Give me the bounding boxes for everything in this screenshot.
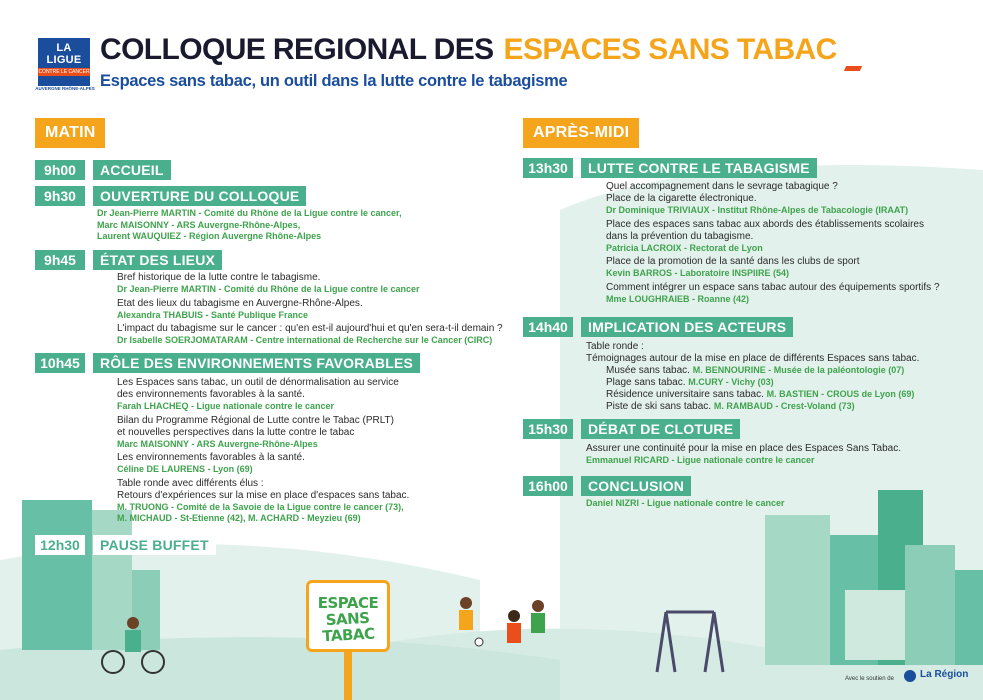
- talk: [117, 452, 409, 476]
- witness: [586, 401, 919, 413]
- witness-speaker: M. BASTIEN - CROUS de Lyon (69): [766, 389, 915, 399]
- time: 9h00: [35, 160, 85, 180]
- label: DÉBAT DE CLOTURE: [581, 419, 740, 439]
- row-lutte: [523, 158, 817, 178]
- region-logo-icon: [904, 670, 916, 682]
- witness-text: Résidence universitaire sans tabac.: [606, 389, 764, 400]
- witness-speaker: M. BENNOURINE - Musée de la paléontologie (07): [692, 365, 905, 375]
- talk-text: Place de la cigarette électronique.: [606, 193, 757, 204]
- talk: [117, 272, 503, 296]
- talk-text: des environnements favorables à la santé.: [117, 389, 305, 400]
- role-block: [117, 377, 409, 525]
- page-title: [100, 33, 837, 67]
- witness: [586, 377, 919, 389]
- debat-block: [586, 443, 901, 467]
- row-implication: [523, 317, 793, 337]
- talk: [606, 256, 940, 280]
- time: 15h30: [523, 419, 573, 439]
- witness: [586, 389, 919, 401]
- speaker: Marc MAISONNY - ARS Auvergne-Rhône-Alpes,: [97, 219, 301, 230]
- intro: Témoignages autour de la mise en place de différents Espaces sans tabac.: [586, 353, 920, 364]
- talk-speaker: Dr Isabelle SOERJOMATARAM - Centre international de Recherche sur le Cancer (CIRC): [117, 335, 493, 345]
- time: 9h30: [35, 186, 85, 206]
- talk-text: Comment intégrer un espace sans tabac autour des équipements sportifs ?: [606, 281, 940, 293]
- talk-text: Table ronde avec différents élus :: [117, 477, 264, 489]
- talk: [117, 377, 409, 413]
- conclusion-speaker: Daniel NIZRI - Ligue nationale contre le cancer: [586, 498, 785, 508]
- section-apres-midi: APRÈS-MIDI: [523, 118, 639, 148]
- row-accueil: [35, 160, 171, 180]
- talk: [117, 323, 503, 347]
- talk-speaker: Marc MAISONNY - ARS Auvergne-Rhône-Alpes: [117, 438, 318, 449]
- talk-text: et nouvelles perspectives dans la lutte contre le tabac: [117, 426, 355, 438]
- ouverture-block: [97, 208, 402, 243]
- label: CONCLUSION: [581, 476, 691, 496]
- witness-text: Musée sans tabac.: [606, 365, 690, 376]
- talk: [117, 415, 409, 451]
- time: 13h30: [523, 158, 573, 178]
- witness: [586, 365, 919, 377]
- ligue-logo: [38, 38, 90, 86]
- time: 12h30: [35, 535, 85, 555]
- time: 10h45: [35, 353, 85, 373]
- row-ouverture: [35, 186, 306, 206]
- debat-speaker: Emmanuel RICARD - Ligue nationale contre le cancer: [586, 455, 815, 465]
- talk-speaker: M. TRUONG - Comité de la Savoie de la Ligue contre le cancer (73),: [117, 501, 404, 512]
- sign-pole: [344, 652, 352, 700]
- logo-region: AUVERGNE RHÔNE-ALPES: [35, 86, 95, 91]
- talk: [117, 298, 503, 322]
- logo-line1: LA LIGUE: [46, 42, 82, 66]
- region-name: La Région: [920, 669, 969, 680]
- witness-text: Piste de ski sans tabac.: [606, 401, 712, 412]
- section-matin: MATIN: [35, 118, 105, 148]
- talk-text: Etat des lieux du tabagisme en Auvergne-Rhône-Alpes.: [117, 297, 363, 309]
- row-conclusion: [523, 476, 691, 496]
- talk-speaker: Mme LOUGHRAIEB - Roanne (42): [606, 293, 750, 304]
- time: 9h45: [35, 250, 85, 270]
- talk-speaker: Dr Dominique TRIVIAUX - Institut Rhône-Alpes de Tabacologie (IRAAT): [606, 205, 909, 215]
- label: OUVERTURE DU COLLOQUE: [93, 186, 306, 206]
- talk-speaker: M. MICHAUD - St-Etienne (42), M. ACHARD - Meyzieu (69): [117, 513, 361, 523]
- lutte-block: [606, 181, 940, 305]
- talk-speaker: Dr Jean-Pierre MARTIN - Comité du Rhône de la Ligue contre le cancer: [117, 284, 420, 294]
- talk-text: Bref historique de la lutte contre le tabagisme.: [117, 272, 321, 283]
- title-slash: [844, 66, 862, 71]
- implication-block: [586, 341, 919, 413]
- debat-text: Assurer une continuité pour la mise en place des Espaces Sans Tabac.: [586, 443, 901, 454]
- label: ACCUEIL: [93, 160, 171, 180]
- intro: Table ronde :: [586, 341, 644, 352]
- talk-text: L'impact du tabagisme sur le cancer : qu'en est-il aujourd'hui et qu'en sera-t-il demain ?: [117, 323, 503, 334]
- row-pause-buffet: [35, 535, 216, 555]
- witness-text: Plage sans tabac.: [606, 377, 686, 388]
- label: PAUSE BUFFET: [93, 535, 216, 555]
- row-debat: [523, 419, 740, 439]
- speaker: Laurent WAUQUIEZ - Région Auvergne Rhône-Alpes: [97, 231, 322, 241]
- talk-speaker: Alexandra THABUIS - Santé Publique France: [117, 309, 309, 320]
- support-text: Avec le soutien de: [845, 676, 894, 682]
- witness-speaker: M.CURY - Vichy (03): [688, 377, 774, 387]
- talk-text: dans la prévention du tabagisme.: [606, 230, 754, 242]
- speaker: Dr Jean-Pierre MARTIN - Comité du Rhône de la Ligue contre le cancer,: [97, 208, 402, 218]
- talk: [606, 219, 940, 255]
- talk-speaker: Kevin BARROS - Laboratoire INSPIIRE (54): [606, 268, 790, 278]
- time: 16h00: [523, 476, 573, 496]
- conclusion-block: [586, 498, 785, 510]
- label: ÉTAT DES LIEUX: [93, 250, 222, 270]
- witness-speaker: M. RAMBAUD - Crest-Voland (73): [713, 401, 855, 411]
- talk: [117, 478, 409, 525]
- logo-line2: CONTRE LE CANCER: [38, 69, 90, 75]
- espace-sans-tabac-sign: [306, 580, 390, 652]
- sign-line2: SANS TABAC: [321, 608, 375, 646]
- sign-line1: ESPACE: [317, 594, 379, 612]
- talk-speaker: Céline DE LAURENS - Lyon (69): [117, 464, 253, 474]
- row-etat-des-lieux: [35, 250, 222, 270]
- row-role-environnements: [35, 353, 420, 373]
- talk-text: Les environnements favorables à la santé.: [117, 452, 305, 463]
- talk-text: Bilan du Programme Régional de Lutte contre le Tabac (PRLT): [117, 414, 394, 426]
- talk-text: Les Espaces sans tabac, un outil de dénormalisation au service: [117, 377, 399, 388]
- talk: [606, 282, 940, 306]
- talk-text: Retours d'expériences sur la mise en place d'espaces sans tabac.: [117, 489, 410, 501]
- talk-text: Quel accompagnement dans le sevrage tabagique ?: [606, 181, 838, 192]
- label: LUTTE CONTRE LE TABAGISME: [581, 158, 817, 178]
- label: RÔLE DES ENVIRONNEMENTS FAVORABLES: [93, 353, 420, 373]
- talk-speaker: Farah LHACHEQ - Ligue nationale contre le cancer: [117, 401, 335, 411]
- label: IMPLICATION DES ACTEURS: [581, 317, 793, 337]
- title-main: COLLOQUE REGIONAL DES: [100, 33, 494, 66]
- time: 14h40: [523, 317, 573, 337]
- talk-text: Place de la promotion de la santé dans les clubs de sport: [606, 256, 860, 267]
- page-subtitle: Espaces sans tabac, un outil dans la lutte contre le tabagisme: [100, 72, 568, 90]
- talk-text: Place des espaces sans tabac aux abords des établissements scolaires: [606, 218, 924, 230]
- title-accent: ESPACES SANS TABAC: [503, 33, 837, 66]
- talk: [606, 181, 940, 217]
- talk-speaker: Patricia LACROIX - Rectorat de Lyon: [606, 242, 763, 253]
- etat-block: [117, 272, 503, 347]
